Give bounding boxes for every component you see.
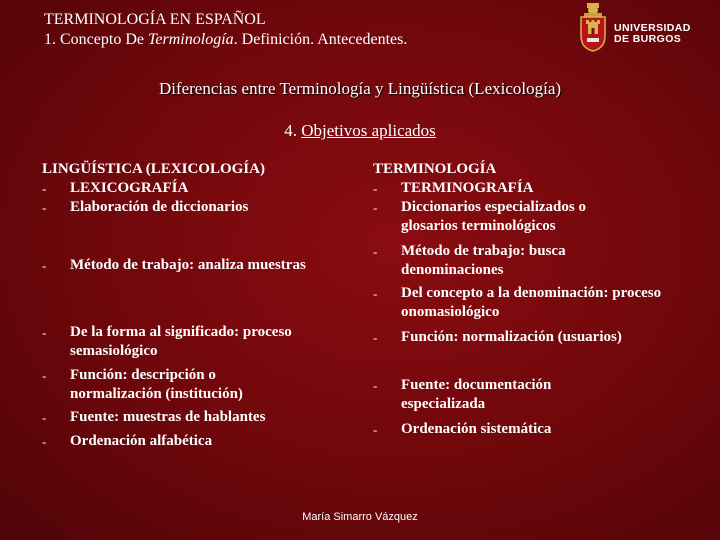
bullet-dash: - — [373, 244, 378, 259]
list-item-text: TERMINOGRAFÍA — [401, 180, 534, 196]
logo-line-2: DE BURGOS — [614, 33, 682, 45]
bullet-dash: - — [373, 181, 378, 196]
list-item-text: LEXICOGRAFÍA — [70, 180, 189, 196]
slide-footer-author: María Simarro Vázquez — [302, 511, 418, 523]
list-item-text: Del concepto a la denominación: proceso onomasiológico — [401, 285, 662, 320]
list-item-text: Elaboración de diccionarios — [70, 199, 249, 215]
list-item-text: Fuente: documentación especializada — [401, 377, 552, 412]
section-number: 4. — [284, 121, 302, 140]
bullet-dash: - — [373, 330, 378, 345]
list-item-text: Fuente: muestras de hablantes — [70, 409, 266, 425]
right-column-heading: TERMINOLOGÍA — [373, 161, 497, 177]
bullet-dash: - — [373, 422, 378, 437]
list-item-text: Método de trabajo: analiza muestras — [70, 257, 306, 273]
header-line-2 — [44, 30, 407, 50]
list-item-text: Ordenación sistemática — [401, 421, 552, 437]
bullet-dash: - — [373, 286, 378, 301]
bullet-dash: - — [42, 200, 47, 215]
header-line-1: TERMINOLOGÍA EN ESPAÑOL — [44, 11, 266, 28]
slide-header — [44, 10, 407, 50]
header-line-2-suffix: . Definición. Antecedentes. — [233, 31, 408, 48]
bullet-dash: - — [42, 410, 47, 425]
list-item-text: De la forma al significado: proceso semasiológico — [70, 324, 292, 359]
bullet-dash: - — [373, 378, 378, 393]
section-title — [0, 121, 720, 141]
list-item-text: Función: descripción o normalización (institución) — [70, 367, 243, 402]
bullet-dash: - — [42, 181, 47, 196]
bullet-dash: - — [373, 200, 378, 215]
header-line-2-italic: Terminología — [147, 31, 234, 48]
bullet-dash: - — [42, 258, 47, 273]
list-item-text: Método de trabajo: busca denominaciones — [401, 243, 566, 278]
list-item-text: Diccionarios especializados o glosarios terminológicos — [401, 199, 586, 234]
bullet-dash: - — [42, 434, 47, 449]
left-column-heading: LINGÜÍSTICA (LEXICOLOGÍA) — [42, 161, 265, 177]
logo-line-1: UNIVERSIDAD — [614, 22, 691, 34]
bullet-dash: - — [42, 325, 47, 340]
bullet-dash: - — [42, 368, 47, 383]
header-line-2-prefix: 1. Concepto De — [44, 31, 148, 48]
slide-subtitle: Diferencias entre Terminología y Lingüística (Lexicología) — [158, 79, 562, 98]
section-title-text: Objetivos aplicados — [301, 121, 436, 140]
logo-text — [614, 23, 691, 45]
list-item-text: Ordenación alfabética — [70, 433, 213, 449]
university-logo — [578, 2, 718, 56]
list-item-text: Función: normalización (usuarios) — [401, 329, 622, 345]
coat-of-arms-icon — [578, 2, 608, 52]
